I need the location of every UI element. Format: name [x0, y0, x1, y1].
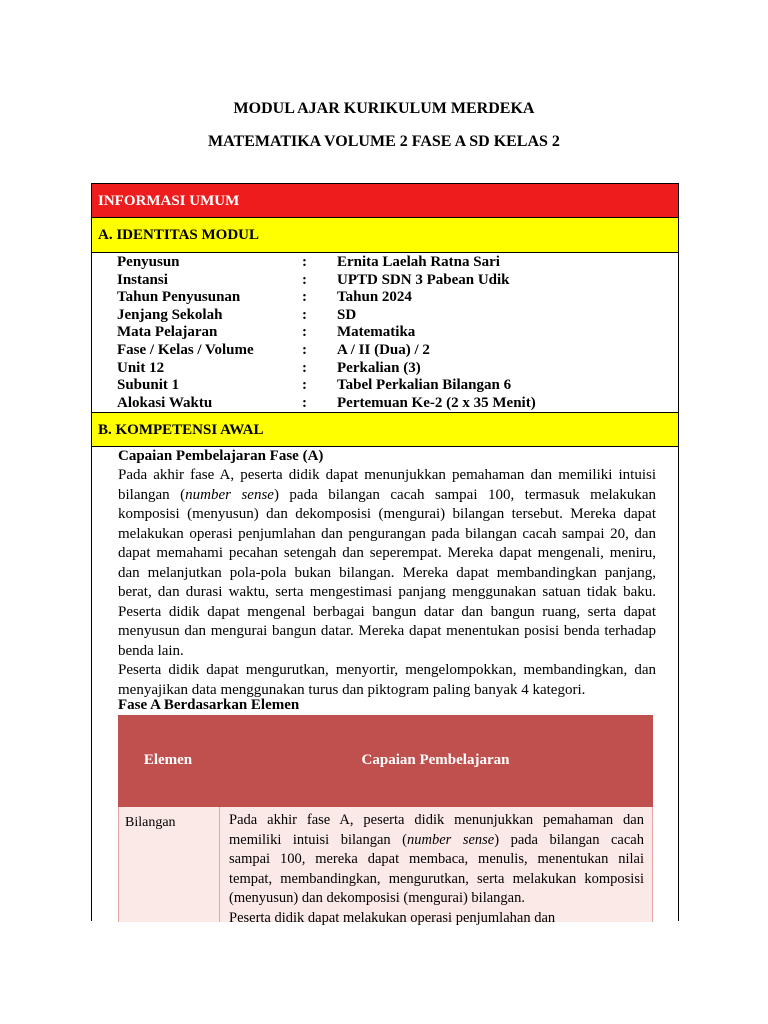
cp-heading: Capaian Pembelajaran Fase (A)	[118, 448, 324, 464]
identity-value: Perkalian (3)	[337, 359, 421, 376]
identity-label: Penyusun	[117, 254, 180, 270]
document-subtitle: MATEMATIKA VOLUME 2 FASE A SD KELAS 2	[208, 133, 560, 150]
text-line: sampai 100, mereka dapat membaca, menulis, menentukan nilai	[229, 851, 644, 867]
row-capaian	[229, 811, 644, 928]
text-fragment: ) pada bilangan cacah	[494, 831, 644, 848]
section-a-header: A. IDENTITAS MODUL	[92, 218, 678, 253]
text-line: berat, dan durasi waktu, serta mengestimasi panjang menggunakan satuan tidak baku.	[118, 584, 656, 600]
identity-separator: :	[302, 289, 307, 306]
text-line: komposisi (menyusun) dan dekomposisi (mengurai) bilangan tersebut. Mereka dapat	[118, 506, 656, 522]
identity-value: UPTD SDN 3 Pabean Udik	[337, 271, 510, 288]
identity-value: Pertemuan Ke-2 (2 x 35 Menit)	[337, 394, 536, 411]
identity-label: Instansi	[117, 271, 168, 288]
text-line: tempat, membandingkan, mengurutkan, serta melakukan komposisi	[229, 870, 644, 887]
module-frame	[91, 183, 679, 926]
text-fragment: memiliki intuisi bilangan (	[229, 831, 407, 848]
header-elemen: Elemen	[143, 752, 193, 768]
text-line: (menyusun) dan dekomposisi (mengurai) bilangan.	[229, 890, 525, 906]
identity-value: A / II (Dua) / 2	[337, 342, 430, 358]
text-line: melakukan operasi penjumlahan dan pengurangan pada bilangan cacah sampai 20, dan	[118, 525, 656, 542]
identity-separator: :	[302, 324, 307, 341]
identity-value: Tabel Perkalian Bilangan 6	[337, 377, 512, 394]
identity-separator: :	[302, 254, 307, 270]
identity-value: Ernita Laelah Ratna Sari	[337, 254, 500, 270]
italic-term: number sense	[185, 486, 274, 503]
text-fragment: ) pada bilangan cacah sampai 100, termasuk melakukan	[273, 486, 656, 503]
text-fragment: bilangan (	[118, 486, 186, 503]
identity-value: Tahun 2024	[337, 289, 412, 306]
identity-separator: :	[302, 394, 307, 411]
cp-paragraph	[118, 466, 656, 700]
identity-value: Matematika	[337, 324, 416, 341]
identity-label: Fase / Kelas / Volume	[117, 342, 254, 358]
identity-separator: :	[302, 359, 307, 376]
identity-label: Alokasi Waktu	[117, 394, 213, 411]
document-title: MODUL AJAR KURIKULUM MERDEKA	[233, 100, 535, 117]
text-line: dan melanjutkan pola-pola bukan bilangan. Mereka dapat membandingkan panjang,	[118, 564, 656, 581]
section-b-header: B. KOMPETENSI AWAL	[92, 412, 678, 447]
identity-label: Jenjang Sekolah	[117, 306, 223, 323]
fase-heading: Fase A Berdasarkan Elemen	[118, 697, 300, 713]
identity-separator: :	[302, 342, 307, 358]
text-line	[229, 831, 644, 851]
text-line: Peserta didik dapat mengenal berbagai bangun datar dan bangun ruang, serta dapat	[118, 603, 656, 620]
text-line: benda lain.	[118, 642, 184, 659]
text-line: Pada akhir fase A, peserta didik menunjukkan pemahaman dan	[229, 812, 644, 828]
identity-separator: :	[302, 306, 307, 323]
text-line: Pada akhir fase A, peserta didik dapat menunjukkan pemahaman dan memiliki intuisi	[118, 467, 656, 483]
text-line: dapat memahami pecahan setengah dan seperempat. Mereka dapat mengenali, meniru,	[118, 545, 656, 561]
identity-label: Tahun Penyusunan	[117, 289, 241, 306]
text-line: Peserta didik dapat mengurutkan, menyortir, mengelompokkan, membandingkan, dan	[118, 662, 656, 678]
italic-term: number sense	[407, 831, 495, 848]
table-row	[118, 807, 653, 926]
identity-separator: :	[302, 377, 307, 394]
text-line: menyajikan data menggunakan turus dan piktogram paling banyak 4 kategori.	[118, 681, 586, 698]
identity-value: SD	[337, 306, 357, 323]
identity-label: Mata Pelajaran	[117, 324, 218, 341]
informasi-umum-header: INFORMASI UMUM	[92, 184, 678, 218]
text-line: menyusun dan mengurai bangun datar. Mereka dapat menentukan posisi benda terhadap	[118, 623, 656, 639]
text-line: Peserta didik dapat melakukan operasi penjumlahan dan	[229, 909, 556, 926]
identity-label: Unit 12	[117, 359, 165, 376]
identity-separator: :	[302, 271, 307, 288]
text-line	[118, 486, 656, 506]
column-divider	[219, 807, 220, 922]
table-header	[118, 715, 653, 807]
header-capaian: Capaian Pembelajaran	[361, 752, 510, 768]
row-element: Bilangan	[125, 815, 176, 830]
identity-label: Subunit 1	[117, 377, 180, 394]
